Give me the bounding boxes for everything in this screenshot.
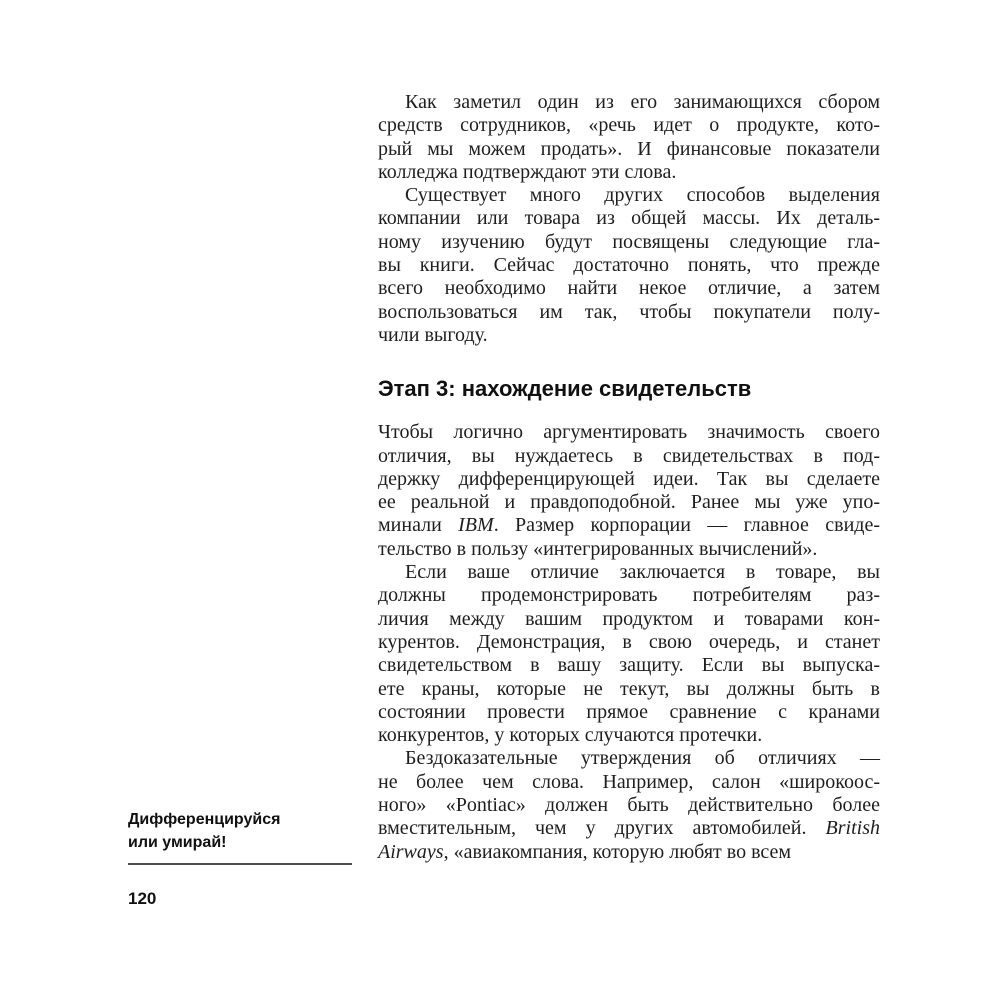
- section-heading: Этап 3: нахождение свидетельств: [378, 376, 752, 402]
- text-line: колледжа подтверждают эти слова.: [378, 160, 677, 183]
- main-text-column: [378, 91, 880, 864]
- book-title-line-1: Дифференцируйся: [128, 811, 281, 828]
- paragraph: [378, 421, 880, 561]
- text-line: держку дифференцирующей идеи. Так вы сделаете: [378, 467, 880, 490]
- paragraph: [378, 91, 880, 184]
- text-line: всего необходимо найти некое отличие, а затем: [378, 277, 880, 300]
- paragraph: [378, 561, 880, 747]
- book-title-line-2: или умирай!: [128, 834, 227, 851]
- text-line: Бездоказательные утверждения об отличиях —: [405, 747, 880, 770]
- text-line: свидетельством в вашу защиту. Если вы выпуска-: [378, 654, 880, 677]
- text-line: Airways, «авиакомпания, которую любят во всем: [378, 840, 792, 863]
- text-line: отличия, вы нуждаетесь в свидетельствах в под-: [378, 444, 880, 467]
- text-line: состоянии провести прямое сравнение с кранами: [378, 700, 880, 723]
- text-line: Существует много других способов выделения: [405, 184, 880, 207]
- text-line: должны продемонстрировать потребителям раз-: [378, 584, 880, 607]
- text-line: воспользоваться им так, чтобы покупатели полу-: [378, 300, 880, 323]
- footer-rule: [128, 863, 352, 865]
- text-line: ному изучению будут посвящены следующие гла-: [378, 230, 880, 253]
- paragraph: [378, 747, 880, 863]
- page-number: 120: [128, 889, 157, 908]
- paragraph: [378, 184, 880, 347]
- text-line: ного» «Pontiac» должен быть действительно более: [378, 794, 880, 817]
- text-line: ете краны, которые не текут, вы должны быть в: [378, 677, 880, 700]
- book-title: [128, 808, 352, 854]
- running-footer: [128, 808, 352, 909]
- text-line: компании или товара из общей массы. Их деталь-: [378, 207, 880, 230]
- text-line: ее реальной и правдоподобной. Ранее мы уже упо-: [378, 491, 880, 514]
- text-line: чили выгоду.: [378, 323, 488, 346]
- text-line: вы книги. Сейчас достаточно понять, что прежде: [378, 254, 880, 277]
- text-line: Чтобы логично аргументировать значимость своего: [378, 421, 880, 444]
- text-line: конкурентов, у которых случаются протечки.: [378, 724, 763, 747]
- text-line: личия между вашим продуктом и товарами кон-: [378, 607, 880, 630]
- text-line: Если ваше отличие заключается в товаре, вы: [405, 561, 880, 584]
- text-line: рый мы можем продать». И финансовые показатели: [378, 137, 880, 160]
- text-line: курентов. Демонстрация, в свою очередь, и станет: [378, 630, 880, 653]
- text-line: вместительным, чем у других автомобилей. British: [378, 817, 880, 840]
- text-line: тельство в пользу «интегрированных вычислений».: [378, 537, 818, 560]
- text-line: минали IBM. Размер корпорации — главное свиде-: [378, 514, 880, 537]
- text-line: Как заметил один из его занимающихся сбором: [405, 91, 880, 113]
- text-line: средств сотрудников, «речь идет о продукте, кото-: [378, 114, 880, 137]
- text-line: не более чем слова. Например, салон «широкоос-: [378, 770, 880, 793]
